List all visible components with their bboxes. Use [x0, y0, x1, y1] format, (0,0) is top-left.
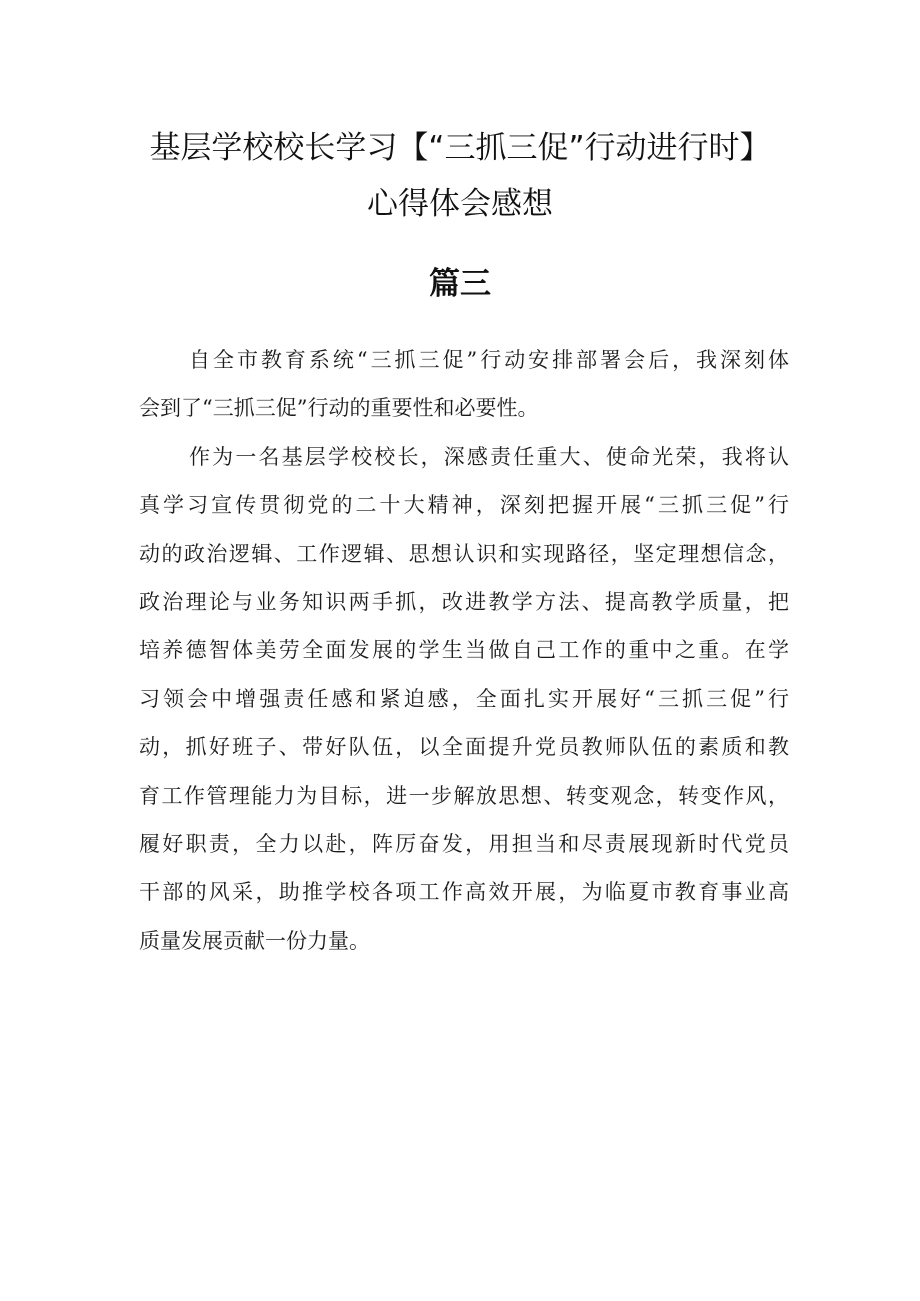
paragraph-line: 自全市教育系统“三抓三促”行动安排部署会后，我深刻体	[189, 348, 789, 372]
paragraph-2	[139, 433, 789, 965]
body-text	[139, 336, 789, 965]
section-heading: 篇三	[429, 266, 491, 302]
paragraph-line: 干部的风采，助推学校各项工作高效开展，为临夏市教育事业高	[139, 880, 789, 905]
document-title-line-2: 心得体会感想	[367, 186, 553, 222]
paragraph-line: 动的政治逻辑、工作逻辑、思想认识和实现路径，坚定理想信念，	[139, 541, 789, 566]
paragraph-line: 质量发展贡献一份力量。	[139, 928, 370, 953]
paragraph-line: 履好职责，全力以赴，阵厉奋发，用担当和尽责展现新时代党员	[139, 832, 789, 857]
paragraph-line: 会到了“三抓三促”行动的重要性和必要性。	[139, 396, 539, 421]
paragraph-line: 动，抓好班子、带好队伍，以全面提升党员教师队伍的素质和教	[139, 735, 789, 760]
document-title-line-1: 基层学校校长学习【“三抓三促”行动进行时】	[149, 130, 771, 166]
paragraph-line: 习领会中增强责任感和紧迫感，全面扎实开展好“三抓三促”行	[139, 686, 789, 711]
paragraph-line: 育工作管理能力为目标，进一步解放思想、转变观念，转变作风，	[139, 783, 789, 808]
paragraph-line: 真学习宣传贯彻党的二十大精神，深刻把握开展“三抓三促”行	[139, 493, 789, 518]
paragraph-line: 政治理论与业务知识两手抓，改进教学方法、提高教学质量，把	[139, 590, 789, 615]
paragraph-line: 作为一名基层学校校长，深感责任重大、使命光荣，我将认	[189, 444, 789, 469]
paragraph-line: 培养德智体美劳全面发展的学生当做自己工作的重中之重。在学	[139, 638, 789, 663]
paragraph-1	[139, 336, 789, 433]
